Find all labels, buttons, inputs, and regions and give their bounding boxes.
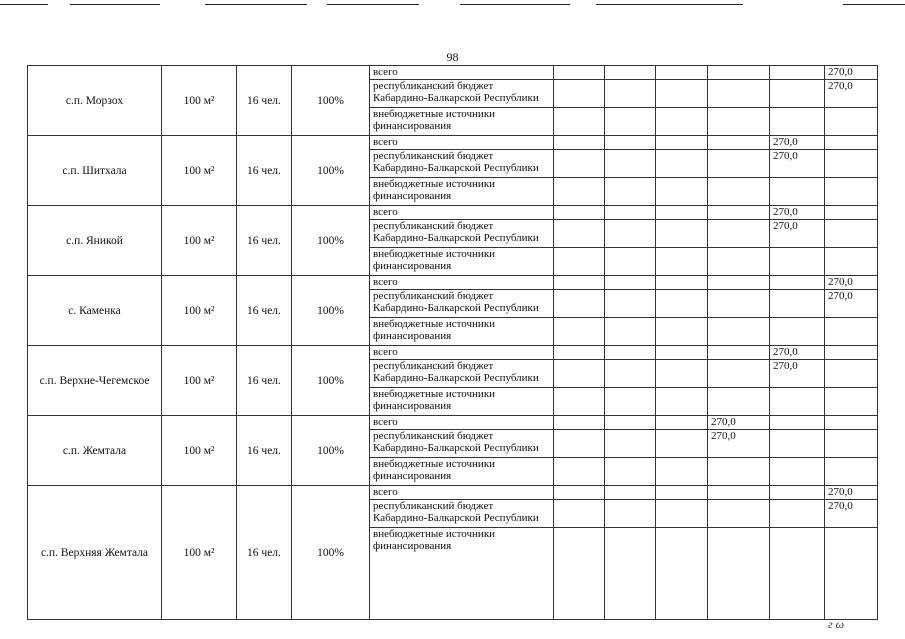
amount-cell — [825, 458, 878, 486]
percent-cell: 100% — [292, 416, 370, 486]
amount-cell — [708, 206, 770, 220]
amount-cell — [656, 290, 708, 318]
funding-source-cell: внебюджетные источники финансирования — [370, 458, 554, 486]
amount-cell — [656, 528, 708, 620]
amount-cell — [770, 486, 825, 500]
amount-cell — [708, 388, 770, 416]
amount-cell: 270,0 — [770, 150, 825, 178]
amount-cell — [825, 220, 878, 248]
funding-source-cell: республиканский бюджет Кабардино-Балкарской Республики — [370, 360, 554, 388]
amount-cell — [605, 430, 656, 458]
amount-cell — [708, 486, 770, 500]
amount-cell — [554, 206, 605, 220]
amount-cell — [708, 290, 770, 318]
amount-cell — [605, 528, 656, 620]
people-cell: 16 чел. — [237, 276, 292, 346]
amount-cell — [656, 220, 708, 248]
area-cell: 100 м² — [162, 486, 237, 620]
settlement-cell: с.п. Верхне-Чегемское — [28, 346, 162, 416]
top-rule — [327, 4, 419, 5]
amount-cell — [605, 276, 656, 290]
top-rule — [205, 4, 307, 5]
settlement-cell: с.п. Яникой — [28, 206, 162, 276]
settlement-cell: с.п. Верхняя Жемтала — [28, 486, 162, 620]
percent-cell: 100% — [292, 486, 370, 620]
amount-cell — [770, 108, 825, 136]
amount-cell — [708, 178, 770, 206]
amount-cell — [708, 248, 770, 276]
top-rule — [460, 4, 570, 5]
amount-cell — [825, 178, 878, 206]
amount-cell — [656, 346, 708, 360]
amount-cell — [554, 318, 605, 346]
amount-cell — [770, 500, 825, 528]
amount-cell — [656, 276, 708, 290]
amount-cell — [605, 136, 656, 150]
settlement-cell: с.п. Жемтала — [28, 416, 162, 486]
amount-cell — [656, 458, 708, 486]
amount-cell — [554, 416, 605, 430]
amount-cell — [554, 276, 605, 290]
amount-cell: 270,0 — [825, 276, 878, 290]
amount-cell: 270,0 — [770, 346, 825, 360]
amount-cell — [554, 430, 605, 458]
amount-cell — [708, 458, 770, 486]
funding-source-cell: всего — [370, 66, 554, 80]
amount-cell — [770, 528, 825, 620]
amount-cell — [554, 150, 605, 178]
amount-cell — [708, 66, 770, 80]
funding-source-cell: всего — [370, 486, 554, 500]
amount-cell — [605, 500, 656, 528]
area-cell: 100 м² — [162, 276, 237, 346]
amount-cell — [825, 346, 878, 360]
amount-cell: 270,0 — [770, 136, 825, 150]
amount-cell — [554, 220, 605, 248]
table-row — [28, 136, 878, 150]
amount-cell: 270,0 — [825, 500, 878, 528]
funding-source-cell: всего — [370, 416, 554, 430]
amount-cell — [605, 486, 656, 500]
amount-cell — [605, 150, 656, 178]
amount-cell — [605, 80, 656, 108]
funding-source-cell: всего — [370, 346, 554, 360]
amount-cell — [825, 318, 878, 346]
amount-cell — [554, 360, 605, 388]
amount-cell — [656, 388, 708, 416]
amount-cell — [554, 500, 605, 528]
table-row — [28, 276, 878, 290]
amount-cell — [554, 290, 605, 318]
people-cell: 16 чел. — [237, 136, 292, 206]
amount-cell — [554, 486, 605, 500]
funding-source-cell: республиканский бюджет Кабардино-Балкарской Республики — [370, 150, 554, 178]
amount-cell — [770, 276, 825, 290]
amount-cell — [554, 80, 605, 108]
percent-cell: 100% — [292, 66, 370, 136]
amount-cell — [825, 206, 878, 220]
amount-cell — [708, 528, 770, 620]
amount-cell — [656, 108, 708, 136]
amount-cell — [825, 108, 878, 136]
amount-cell — [708, 150, 770, 178]
amount-cell — [656, 66, 708, 80]
amount-cell — [605, 248, 656, 276]
handwritten-marks: г ω — [828, 617, 845, 631]
amount-cell — [708, 108, 770, 136]
amount-cell — [770, 318, 825, 346]
amount-cell: 270,0 — [825, 66, 878, 80]
amount-cell: 270,0 — [770, 220, 825, 248]
top-rule — [70, 4, 160, 5]
amount-cell — [770, 430, 825, 458]
amount-cell — [554, 528, 605, 620]
amount-cell: 270,0 — [825, 80, 878, 108]
amount-cell — [656, 136, 708, 150]
amount-cell — [554, 108, 605, 136]
amount-cell — [605, 388, 656, 416]
top-rule — [843, 4, 905, 5]
funding-source-cell: республиканский бюджет Кабардино-Балкарской Республики — [370, 80, 554, 108]
funding-source-cell: внебюджетные источники финансирования — [370, 108, 554, 136]
financing-table — [27, 65, 878, 620]
settlement-cell: с. Каменка — [28, 276, 162, 346]
amount-cell — [605, 290, 656, 318]
percent-cell: 100% — [292, 346, 370, 416]
amount-cell — [656, 500, 708, 528]
page-number: 98 — [446, 50, 459, 64]
amount-cell — [708, 220, 770, 248]
table-row — [28, 416, 878, 430]
top-rule — [0, 4, 48, 5]
amount-cell — [825, 248, 878, 276]
amount-cell — [708, 318, 770, 346]
amount-cell — [770, 66, 825, 80]
funding-source-cell: внебюджетные источники финансирования — [370, 178, 554, 206]
percent-cell: 100% — [292, 276, 370, 346]
amount-cell — [825, 360, 878, 388]
funding-source-cell: внебюджетные источники финансирования — [370, 528, 554, 620]
amount-cell: 270,0 — [708, 416, 770, 430]
amount-cell — [605, 416, 656, 430]
amount-cell: 270,0 — [770, 360, 825, 388]
amount-cell — [605, 206, 656, 220]
amount-cell: 270,0 — [825, 290, 878, 318]
amount-cell — [554, 248, 605, 276]
amount-cell — [708, 276, 770, 290]
amount-cell — [554, 136, 605, 150]
amount-cell — [825, 136, 878, 150]
amount-cell — [554, 346, 605, 360]
area-cell: 100 м² — [162, 66, 237, 136]
amount-cell — [770, 80, 825, 108]
funding-source-cell: всего — [370, 206, 554, 220]
table-row — [28, 66, 878, 80]
amount-cell — [708, 80, 770, 108]
amount-cell — [554, 178, 605, 206]
amount-cell — [770, 178, 825, 206]
amount-cell — [708, 360, 770, 388]
amount-cell — [770, 248, 825, 276]
funding-source-cell: внебюджетные источники финансирования — [370, 318, 554, 346]
table-row — [28, 346, 878, 360]
amount-cell — [656, 248, 708, 276]
amount-cell — [656, 360, 708, 388]
area-cell: 100 м² — [162, 136, 237, 206]
amount-cell — [605, 66, 656, 80]
funding-source-cell: внебюджетные источники финансирования — [370, 248, 554, 276]
amount-cell — [656, 80, 708, 108]
people-cell: 16 чел. — [237, 486, 292, 620]
funding-source-cell: республиканский бюджет Кабардино-Балкарской Республики — [370, 220, 554, 248]
amount-cell — [605, 360, 656, 388]
percent-cell: 100% — [292, 206, 370, 276]
amount-cell — [825, 416, 878, 430]
amount-cell: 270,0 — [708, 430, 770, 458]
amount-cell — [656, 150, 708, 178]
funding-source-cell: республиканский бюджет Кабардино-Балкарской Республики — [370, 290, 554, 318]
percent-cell: 100% — [292, 136, 370, 206]
funding-source-cell: республиканский бюджет Кабардино-Балкарской Республики — [370, 430, 554, 458]
people-cell: 16 чел. — [237, 416, 292, 486]
amount-cell — [708, 500, 770, 528]
amount-cell — [770, 388, 825, 416]
amount-cell — [605, 108, 656, 136]
amount-cell — [708, 136, 770, 150]
amount-cell — [605, 220, 656, 248]
amount-cell — [770, 416, 825, 430]
amount-cell — [656, 486, 708, 500]
amount-cell — [554, 66, 605, 80]
amount-cell — [605, 178, 656, 206]
top-rule — [596, 4, 743, 5]
amount-cell — [825, 430, 878, 458]
funding-source-cell: внебюджетные источники финансирования — [370, 388, 554, 416]
amount-cell — [825, 388, 878, 416]
table-row — [28, 206, 878, 220]
amount-cell — [656, 318, 708, 346]
amount-cell — [605, 458, 656, 486]
amount-cell — [825, 528, 878, 620]
amount-cell — [554, 388, 605, 416]
amount-cell: 270,0 — [770, 206, 825, 220]
amount-cell: 270,0 — [825, 486, 878, 500]
amount-cell — [656, 416, 708, 430]
people-cell: 16 чел. — [237, 206, 292, 276]
funding-source-cell: всего — [370, 276, 554, 290]
table-row — [28, 486, 878, 500]
area-cell: 100 м² — [162, 416, 237, 486]
people-cell: 16 чел. — [237, 66, 292, 136]
amount-cell — [825, 150, 878, 178]
settlement-cell: с.п. Шитхала — [28, 136, 162, 206]
funding-source-cell: республиканский бюджет Кабардино-Балкарской Республики — [370, 500, 554, 528]
table-body — [28, 66, 878, 620]
amount-cell — [708, 346, 770, 360]
amount-cell — [605, 346, 656, 360]
amount-cell — [656, 178, 708, 206]
amount-cell — [656, 430, 708, 458]
amount-cell — [605, 318, 656, 346]
amount-cell — [554, 458, 605, 486]
people-cell: 16 чел. — [237, 346, 292, 416]
settlement-cell: с.п. Морзох — [28, 66, 162, 136]
area-cell: 100 м² — [162, 206, 237, 276]
amount-cell — [770, 458, 825, 486]
funding-source-cell: всего — [370, 136, 554, 150]
amount-cell — [656, 206, 708, 220]
area-cell: 100 м² — [162, 346, 237, 416]
amount-cell — [770, 290, 825, 318]
